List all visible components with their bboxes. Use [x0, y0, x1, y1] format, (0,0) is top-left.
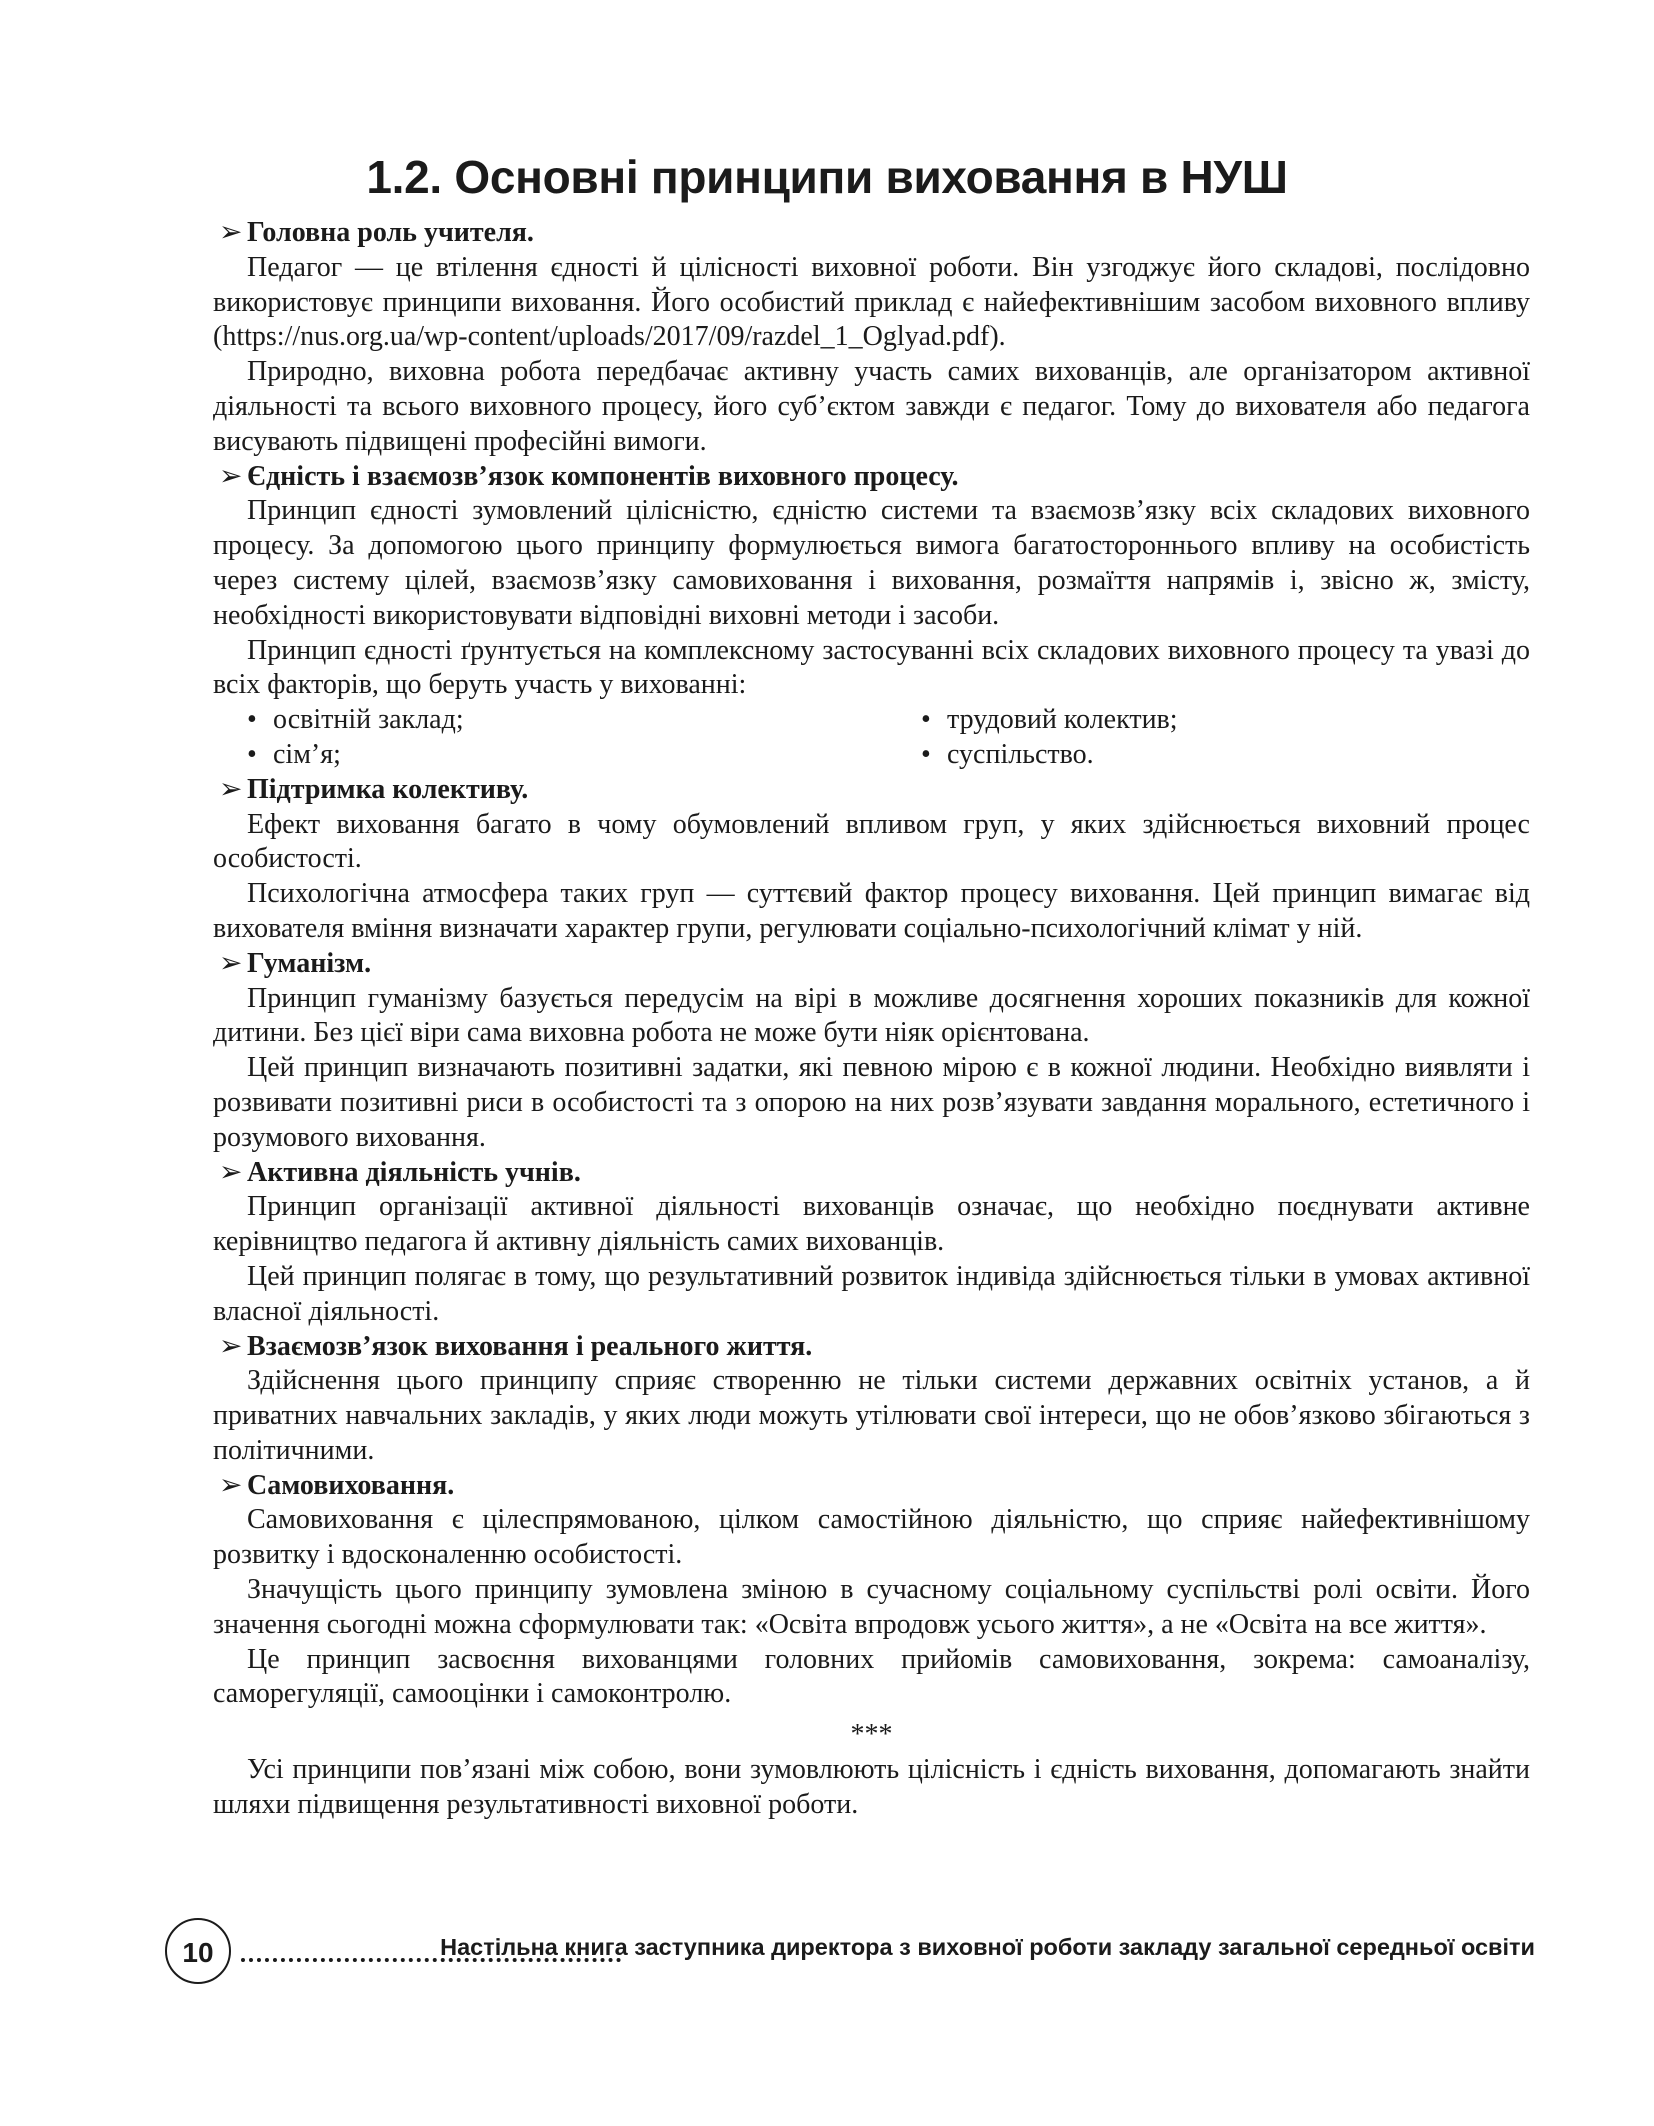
section-main-role	[213, 216, 1530, 460]
section-self-education	[213, 1469, 1530, 1713]
list-item: • суспільство.	[921, 738, 1561, 773]
page-footer	[165, 1918, 1535, 1988]
page-content	[213, 216, 1530, 1823]
arrow-bullet-icon: ➢	[219, 217, 243, 248]
section-heading: ➢ Гуманізм.	[213, 947, 1530, 982]
section-heading: ➢ Єдність і взаємозв’язок компонентів виховного процесу.	[213, 460, 1530, 495]
arrow-bullet-icon: ➢	[219, 773, 243, 805]
footer-book-title: Настільна книга заступника директора з виховної роботи закладу загальної середньої освіти	[440, 1934, 1535, 1960]
bullet-dot-icon: •	[921, 738, 931, 770]
paragraph: Психологічна атмосфера таких груп — суттєвий фактор процесу виховання. Цей принцип вимагає від вихователя вміння визначати характер групи, регулювати соціально-психологічний клімат у ній.	[213, 878, 1530, 944]
arrow-bullet-icon: ➢	[219, 947, 243, 979]
arrow-bullet-icon: ➢	[219, 460, 243, 492]
arrow-bullet-icon: ➢	[219, 1469, 243, 1501]
paragraph: Принцип єдності ґрунтується на комплексному застосуванні всіх складових виховного процесу та увазі до всіх факторів, що беруть участь у вихованні:	[213, 634, 1530, 701]
bullet-dot-icon: •	[247, 738, 257, 770]
separator: ***	[850, 1719, 893, 1751]
section-real-life	[213, 1330, 1530, 1469]
section-active-activity	[213, 1156, 1530, 1330]
section-heading: ➢ Головна роль учителя.	[213, 216, 1530, 251]
arrow-bullet-icon: ➢	[219, 1156, 243, 1188]
page-number: 10	[165, 1918, 231, 1984]
paragraph: Це принцип засвоєння вихованцями головних прийомів самовиховання, зокрема: самоаналізу, саморегуляції, самооцінки і самоконтролю.	[213, 1643, 1530, 1710]
section-heading: ➢ Самовиховання.	[213, 1469, 1530, 1504]
factors-list	[213, 703, 1530, 773]
section-heading: ➢ Підтримка колективу.	[213, 773, 1530, 808]
paragraph: Ефект виховання багато в чому обумовлений впливом груп, у яких здійснюється виховний процес особистості.	[213, 808, 1530, 875]
list-item: • освітній заклад;	[247, 703, 921, 738]
paragraph: Здійснення цього принципу сприяє створенню не тільки системи державних освітніх установ, а й приватних навчальних закладів, у яких люди можуть утілювати свої інтереси, що не обов’язково збігаються з політичними.	[213, 1365, 1530, 1466]
bullet-dot-icon: •	[921, 704, 931, 736]
paragraph: Принцип гуманізму базується передусім на вірі в можливе досягнення хороших показників для кожної дитини. Без цієї віри сама виховна робота не може бути ніяк орієнтована.	[213, 982, 1530, 1049]
paragraph: Принцип організації активної діяльності вихованців означає, що необхідно поєднувати активне керівництво педагога й активну діяльність самих вихованців.	[213, 1191, 1530, 1258]
section-heading: ➢ Взаємозв’язок виховання і реального життя.	[213, 1330, 1530, 1365]
arrow-bullet-icon: ➢	[219, 1330, 243, 1362]
section-unity	[213, 460, 1530, 773]
bullet-dot-icon: •	[247, 704, 257, 736]
section-collective-support	[213, 773, 1530, 947]
paragraph: Природно, виховна робота передбачає активну участь самих вихованців, але організатором активної діяльності та всього виховного процесу, його суб’єктом завжди є педагог. Тому до вихователя або педагога висувають підвищені професійні вимоги.	[213, 356, 1530, 457]
paragraph: Принцип єдності зумовлений цілісністю, єдністю системи та взаємозв’язку всіх складових виховного процесу. За допомогою цього принципу формулюється вимога багатостороннього впливу на особистість через систему цілей, взаємозв’язку самовиховання і виховання, розмаїття напрямів і, звісно ж, змісту, необхідності використовувати відповідні виховні методи і засоби.	[213, 495, 1530, 631]
list-item: • трудовий колектив;	[921, 703, 1561, 738]
section-humanism	[213, 947, 1530, 1156]
paragraph: Значущість цього принципу зумовлена зміною в сучасному соціальному суспільстві ролі освіти. Його значення сьогодні можна сформулювати так: «Освіта впродовж усього життя», а не «Освіта на все життя».	[213, 1574, 1530, 1640]
page-title: 1.2. Основні принципи виховання в НУШ	[366, 151, 1288, 203]
list-item: • сім’я;	[247, 738, 921, 773]
paragraph: Самовиховання є цілеспрямованою, цілком самостійною діяльністю, що сприяє найефективнішому розвитку і вдосконаленню особистості.	[213, 1504, 1530, 1571]
paragraph: Цей принцип визначають позитивні задатки, які певною мірою є в кожної людини. Необхідно виявляти і розвивати позитивні риси в особистості та з опорою на них розв’язувати завдання морального, естетичного і розумового виховання.	[213, 1052, 1530, 1153]
conclusion-paragraph: Усі принципи пов’язані між собою, вони зумовлюють цілісність і єдність виховання, допомагають знайти шляхи підвищення результативності виховної роботи.	[213, 1754, 1530, 1820]
paragraph: Педагог — це втілення єдності й цілісності виховної роботи. Він узгоджує його складові, послідовно використовує принципи виховання. Його особистий приклад є найефективнішим засобом виховного впливу (https://nus.org.ua/wp-content/uploads/2017/09/razdel_1_Oglyad.pdf).	[213, 251, 1530, 353]
paragraph: Цей принцип полягає в тому, що результативний розвиток індивіда здійснюється тільки в умовах активної власної діяльності.	[213, 1260, 1530, 1327]
section-heading: ➢ Активна діяльність учнів.	[213, 1156, 1530, 1191]
